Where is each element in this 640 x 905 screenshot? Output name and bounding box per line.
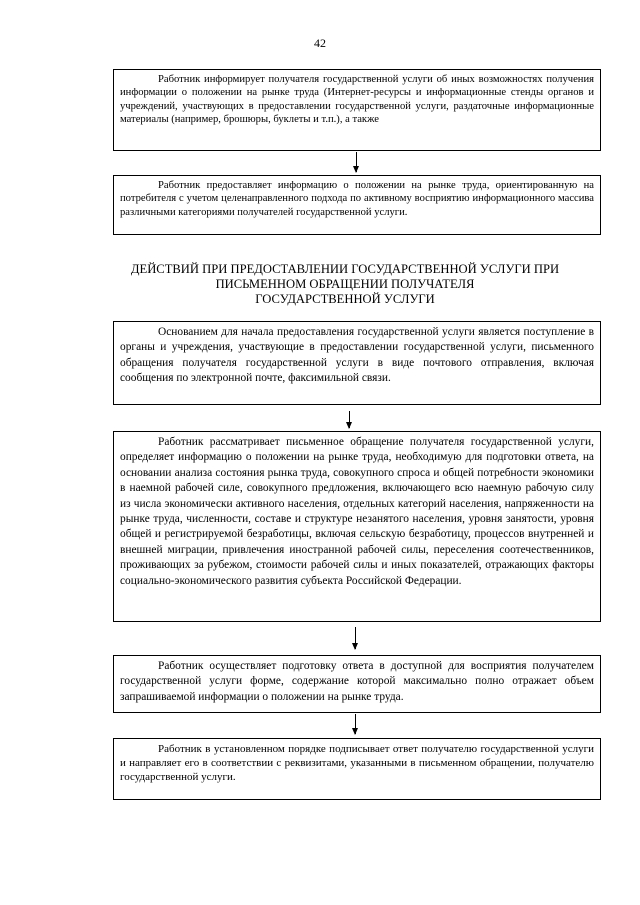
info-provision-block bbox=[113, 175, 601, 235]
section-heading-line-3: ГОСУДАРСТВЕННОЙ УСЛУГИ bbox=[255, 292, 435, 306]
flow-arrow bbox=[349, 411, 350, 428]
info-provision-text: Работник предоставляет информацию о положении на рынке труда, ориентированную на потребителя с учетом целенаправленного подхода по активному восприятию информационного массива различными категориями получателей государственной услуги. bbox=[120, 180, 594, 218]
flow-arrow bbox=[355, 627, 356, 649]
page-number: 42 bbox=[314, 36, 326, 50]
flow-arrow bbox=[355, 714, 356, 734]
info-options-block bbox=[113, 69, 601, 151]
step-review-text: Работник рассматривает письменное обращение получателя государственной услуги, определяет информацию о положении на рынке труда, необходимую для подготовки ответа, на основании анализа состояния рынка труда, совокупного спроса и общей потребности экономики в наемной рабочей силе, совокупного предложения, включающего всю наемную рабочую силу из числа экономически активного населения, отдельных категорий населения, напряженности на рынке труда, численности, составе и структуре незанятого населения, уровня занятости, уровня общей и регистрируемой безработицы, включая сельскую безработицу, процессов внутренней и внешней миграции, привлечения иностранной рабочей силы, переселения соотечественников, проживающих за рубежом, стоимости рабочей силы и иных показателей, отражающих факторы социально-экономического развития субъекта Российской Федерации. bbox=[120, 436, 594, 587]
section-heading-line-1: ДЕЙСТВИЙ ПРИ ПРЕДОСТАВЛЕНИИ ГОСУДАРСТВЕННОЙ УСЛУГИ ПРИ bbox=[130, 262, 560, 276]
step-prepare-text: Работник осуществляет подготовку ответа в доступной для восприятия получателем государственной услуги форме, содержание которой максимально полно отражает объем запрашиваемой информации о положении на рынке труда. bbox=[120, 660, 594, 703]
flow-arrow bbox=[356, 152, 357, 172]
info-options-text: Работник информирует получателя государственной услуги об иных возможностях получения информации о положении на рынке труда (Интернет-ресурсы и информационные стенды органов и учреждений, участвующих в предоставлении государственной услуги, раздаточные информационные материалы (например, брошюры, буклеты и т.п.), а также bbox=[120, 74, 594, 125]
step-review-block bbox=[113, 431, 601, 622]
step-prepare-block bbox=[113, 655, 601, 713]
step-sign-text: Работник в установленном порядке подписывает ответ получателю государственной услуги и направляет его в соответствии с реквизитами, указанными в письменном обращении, получателю государственной услуги. bbox=[120, 743, 594, 783]
step-basis-text: Основанием для начала предоставления государственной услуги является поступление в органы и учреждения, участвующие в предоставлении государственной услуги, письменного обращения получателя государственной услуги в виде почтового отправления, включая сообщения по электронной почте, факсимильной связи. bbox=[120, 326, 594, 385]
step-basis-block bbox=[113, 321, 601, 405]
step-sign-block bbox=[113, 738, 601, 800]
section-heading bbox=[100, 262, 590, 307]
section-heading-line-2: ПИСЬМЕННОМ ОБРАЩЕНИИ ПОЛУЧАТЕЛЯ bbox=[215, 277, 475, 291]
